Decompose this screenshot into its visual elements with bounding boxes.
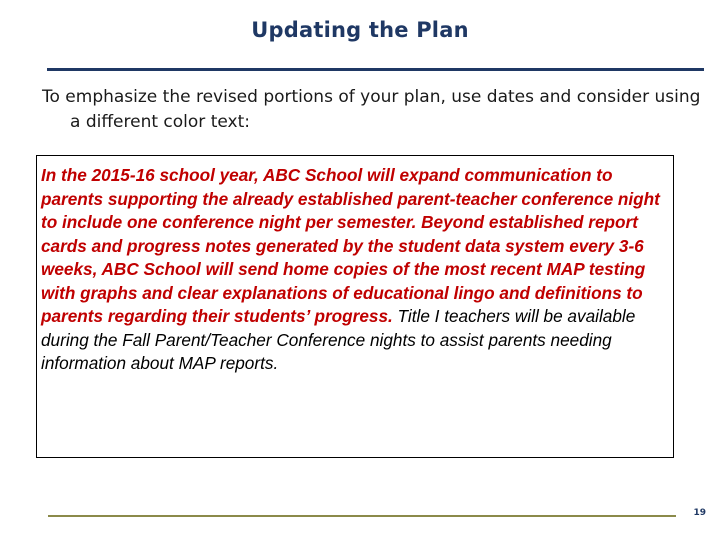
example-text-box bbox=[36, 155, 674, 458]
page-number: 19 bbox=[693, 508, 706, 518]
slide-title: Updating the Plan bbox=[251, 18, 469, 42]
intro-text: To emphasize the revised portions of your plan, use dates and consider using a different color text: bbox=[42, 87, 701, 132]
footer-divider bbox=[48, 515, 676, 517]
original-text: Title I teachers will be available during the Fall Parent/Teacher Conference nights to assist parents needing information about MAP reports. bbox=[41, 306, 636, 373]
revised-text: In the 2015-16 school year, ABC School will expand communication to parents supporting the already established parent-teacher conference night to include one conference night per semester. Beyond established report cards and progress notes generated by the student data system every 3-6 weeks, ABC School will send home copies of the most recent MAP testing with graphs and clear explanations of educational lingo and definitions to parents regarding their students’ progress. bbox=[41, 165, 660, 326]
title-divider bbox=[47, 68, 704, 71]
